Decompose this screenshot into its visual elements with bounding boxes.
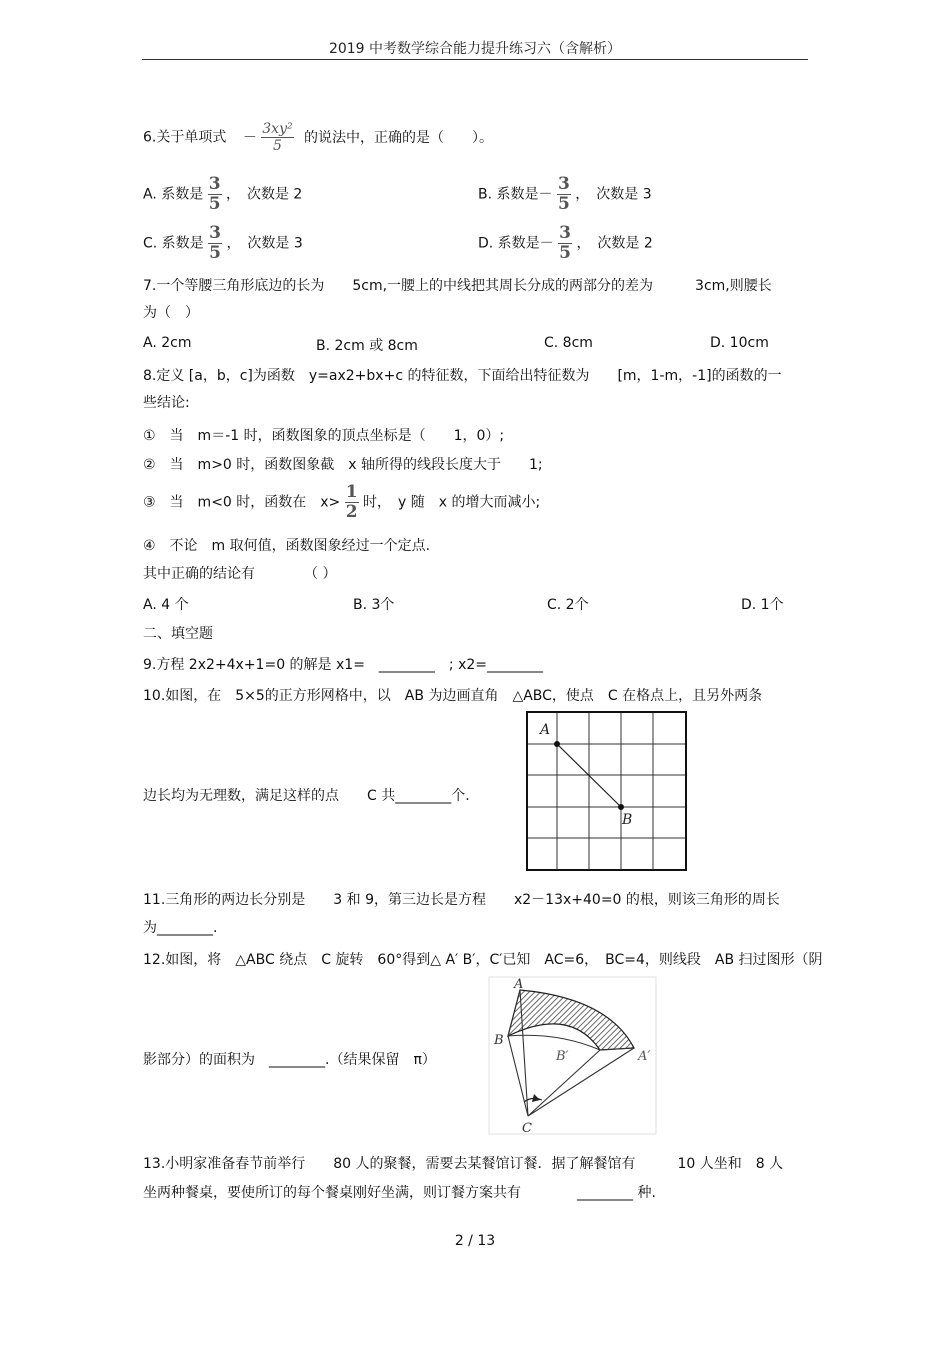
q6-option-d-rest: ， 次数是 2 [576,235,653,252]
q6-suffix: 的说法中，正确的是（ ）。 [304,129,494,146]
q6-prefix: 6.关于单项式 [143,129,227,146]
q8-option-a[interactable]: A. 4 个 [143,597,189,613]
q6-option-d-fraction [558,225,572,262]
q7-option-c[interactable]: C. 8cm [544,335,593,351]
q6-option-b-num: 3 [557,174,570,194]
q11-line2: 为________. [143,920,218,936]
q12-rotation-figure [488,976,658,1136]
q6-fraction-denominator: 5 [272,138,282,154]
q6-option-a[interactable] [143,176,302,213]
q8-statement-1: ① 当 m＝-1 时，函数图象的顶点坐标是（ 1，0）; [143,428,505,444]
q9-text: 9.方程 2x2+4x+1=0 的解是 x1= ________ ; x2=________ [143,657,544,673]
q8-statement-3-end: 时， y 随 x 的增大而减小; [363,494,541,511]
q6-option-b-den: 5 [557,194,570,214]
q10-grid-figure [520,706,692,874]
q6-monomial-fraction [261,122,293,153]
label-b: B [494,1033,504,1048]
q8-statement-3-num: 1 [345,482,358,502]
q6-option-c-label: C. 系数是 [143,235,204,252]
q12-line2: 影部分）的面积为 ________.（结果保留 π） [143,1052,436,1068]
label-b-prime: B′ [556,1049,569,1064]
q6-option-c[interactable] [143,225,303,262]
q6-option-c-den: 5 [209,243,221,263]
q7-option-a[interactable]: A. 2cm [143,335,192,351]
q8-statement-2: ② 当 m>0 时，函数图象截 x 轴所得的线段长度大于 1; [143,457,543,473]
rotation-arrow-head-icon [532,1094,540,1102]
q6-option-a-label: A. 系数是 [143,186,204,203]
q6-option-d-den: 5 [559,243,571,263]
q6-option-a-fraction [208,176,222,213]
q6-option-a-num: 3 [208,174,221,194]
q6-option-c-fraction [208,225,222,262]
grid-border [527,712,686,870]
q8-statement-3 [143,484,540,521]
q6-fraction-numerator: 3xy² [262,121,293,137]
q6-option-d-num: 3 [559,223,571,243]
arc-b-bprime [508,1035,600,1050]
q7-option-b[interactable]: B. 2cm 或 8cm [316,338,418,354]
q8-line1: 8.定义 [a，b，c]为函数 y=ax2+bx+c 的特征数，下面给出特征数为 [m，1-m，-1]的函数的一 [143,368,782,384]
page-number: 2 / 13 [454,1233,496,1249]
point-a [554,741,560,747]
document-header-title: 2019 中考数学综合能力提升练习六（含解析） [328,41,622,57]
header-divider [142,59,808,60]
q8-line2: 些结论: [143,395,190,411]
q8-statement-3-den: 2 [345,502,358,522]
label-a-prime: A′ [638,1049,651,1064]
q6-option-b-fraction [557,176,571,213]
q13-line1: 13.小明家准备春节前举行 80 人的聚餐，需要去某餐馆订餐．据了解餐馆有 10 人坐和 8 人 [143,1156,784,1172]
q13-line2: 坐两种餐桌，要使所订的每个餐桌刚好坐满，则订餐方案共有 ________ 种. [143,1185,656,1201]
q8-question: 其中正确的结论有 （ ） [143,566,337,582]
q6-option-a-rest: ， 次数是 2 [225,186,303,203]
point-b [618,804,624,810]
label-c: C [522,1121,532,1136]
q6-option-b[interactable] [478,176,652,213]
shaded-swept-region [508,990,634,1050]
q6-option-b-label: B. 系数是－ [478,186,553,203]
label-b: B [622,812,633,828]
q10-line2: 边长均为无理数，满足这样的点 C 共________个. [143,788,470,804]
q6-option-a-den: 5 [208,194,221,214]
q8-option-d[interactable]: D. 1个 [741,597,784,613]
q6-minus: － [242,129,257,146]
q11-line1: 11.三角形的两边长分别是 3 和 9，第三边长是方程 x2－13x+40=0 的根，则该三角形的周长 [143,892,780,908]
q6-option-c-rest: ， 次数是 3 [226,235,303,252]
q7-line2: 为（ ） [143,305,199,321]
label-a: A [514,977,524,992]
label-a: A [540,722,551,738]
q8-option-b[interactable]: B. 3个 [353,597,395,613]
question-6 [143,122,493,153]
q6-option-c-num: 3 [209,223,221,243]
q12-line1: 12.如图，将 △ABC 绕点 C 旋转 60°得到△ A′ B′，C′已知 AC=6， BC=4，则线段 AB 扫过图形（阴 [143,952,823,968]
triangle-apbpc [528,1048,634,1116]
q8-statement-4: ④ 不论 m 取何值，函数图象经过一个定点. [143,538,431,554]
section-fill-in-title: 二、填空题 [143,626,213,642]
q10-line1: 10.如图，在 5×5的正方形网格中，以 AB 为边画直角 △ABC，使点 C 在格点上，且另外两条 [143,688,763,704]
grid-lines [527,712,686,870]
q8-statement-3-fraction [345,484,359,521]
q8-statement-3-start: ③ 当 m<0 时，函数在 x> [143,494,341,511]
q8-option-c[interactable]: C. 2个 [547,597,589,613]
q6-option-b-rest: ， 次数是 3 [575,186,652,203]
q6-option-d-label: D. 系数是－ [478,235,554,252]
q7-line1: 7.一个等腰三角形底边的长为 5cm,一腰上的中线把其周长分成的两部分的差为 3cm,则腰长 [143,278,772,294]
q7-option-d[interactable]: D. 10cm [710,335,769,351]
q6-option-d[interactable] [478,225,653,262]
